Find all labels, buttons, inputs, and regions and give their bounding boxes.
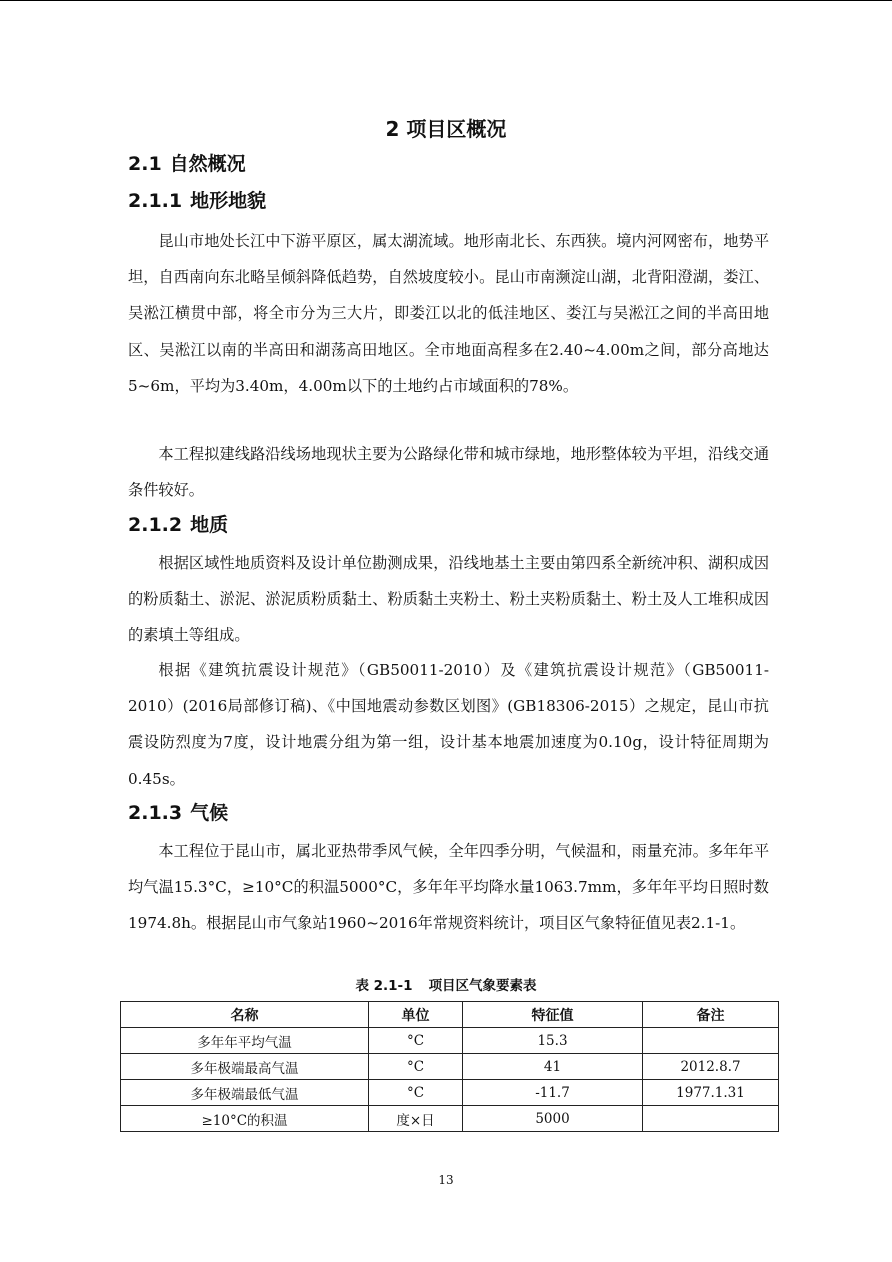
table-cell: 1977.1.31	[643, 1080, 779, 1106]
paragraph-geology: 根据区域性地质资料及设计单位勘测成果，沿线地基土主要由第四系全新统冲积、湖积成因的粉质黏土、淤泥、淤泥质粉质黏土、粉质黏土夹粉土、粉土夹粉质黏土、粉土及人工堆积成因的素填土等组成。	[128, 554, 769, 645]
table-cell: °C	[369, 1054, 463, 1080]
section-heading-2-1-1	[128, 187, 266, 215]
page-number: 13	[438, 1173, 454, 1187]
table-cell: 15.3	[463, 1028, 643, 1054]
table-caption-number: 表 2.1-1	[355, 978, 413, 994]
table-cell: -11.7	[463, 1080, 643, 1106]
table-caption	[0, 975, 892, 997]
table-cell: °C	[369, 1080, 463, 1106]
table-row	[121, 1028, 779, 1054]
column-header-value: 特征值	[463, 1002, 643, 1028]
table-header-row	[121, 1002, 779, 1028]
table-cell: ≥10°C的积温	[121, 1106, 369, 1132]
table-cell: 多年年平均气温	[121, 1028, 369, 1054]
column-header-name: 名称	[121, 1002, 369, 1028]
climate-table	[120, 1001, 779, 1132]
table-row	[121, 1106, 779, 1132]
table-cell: 多年极端最高气温	[121, 1054, 369, 1080]
section-heading-2-1-3	[128, 799, 228, 827]
chapter-title: 2 项目区概况	[385, 117, 507, 141]
paragraph-terrain-site: 本工程拟建线路沿线场地现状主要为公路绿化带和城市绿地，地形整体较为平坦，沿线交通条件较好。	[128, 445, 769, 500]
table-row	[121, 1080, 779, 1106]
section-number: 2.1.1	[128, 190, 183, 212]
section-title: 气候	[190, 802, 229, 824]
table-cell: 5000	[463, 1106, 643, 1132]
table-cell: 度×日	[369, 1106, 463, 1132]
table-row	[121, 1054, 779, 1080]
table-cell: °C	[369, 1028, 463, 1054]
table-cell: 41	[463, 1054, 643, 1080]
section-heading-2-1-2	[128, 511, 228, 539]
column-header-unit: 单位	[369, 1002, 463, 1028]
paragraph-climate: 本工程位于昆山市，属北亚热带季风气候，全年四季分明，气候温和，雨量充沛。多年年平均气温15.3°C，≥10°C的积温5000°C，多年年平均降水量1063.7mm，多年年平均日照时数1974.8h。根据昆山市气象站1960~2016年常规资料统计，项目区气象特征值见表2.1-1。	[128, 842, 769, 933]
section-title: 地形地貌	[190, 190, 267, 212]
section-number: 2.1.3	[128, 802, 183, 824]
paragraph-seismic: 根据《建筑抗震设计规范》（GB50011-2010）及《建筑抗震设计规范》（GB50011-2010）(2016局部修订稿)、《中国地震动参数区划图》(GB18306-2015）之规定，昆山市抗震设防烈度为7度，设计地震分组为第一组，设计基本地震加速度为0.10g，设计特征周期为0.45s。	[128, 661, 769, 788]
header-rule	[0, 0, 892, 1]
section-title: 地质	[190, 514, 229, 536]
table-cell: 多年极端最低气温	[121, 1080, 369, 1106]
section-title: 自然概况	[169, 153, 246, 175]
paragraph-terrain: 昆山市地处长江中下游平原区，属太湖流域。地形南北长、东西狭。境内河网密布，地势平坦，自西南向东北略呈倾斜降低趋势，自然坡度较小。昆山市南濒淀山湖，北背阳澄湖，娄江、吴淞江横贯中部，将全市分为三大片，即娄江以北的低洼地区、娄江与吴淞江之间的半高田地区、吴淞江以南的半高田和湖荡高田地区。全市地面高程多在2.40~4.00m之间，部分高地达5~6m，平均为3.40m，4.00m以下的土地约占市域面积的78%。	[128, 232, 769, 395]
table-cell	[643, 1106, 779, 1132]
section-number: 2.1.2	[128, 514, 183, 536]
table-cell: 2012.8.7	[643, 1054, 779, 1080]
section-heading-2-1	[128, 150, 246, 178]
table-cell	[643, 1028, 779, 1054]
table-caption-title: 项目区气象要素表	[428, 978, 537, 994]
section-number: 2.1	[128, 153, 162, 175]
column-header-remark: 备注	[643, 1002, 779, 1028]
